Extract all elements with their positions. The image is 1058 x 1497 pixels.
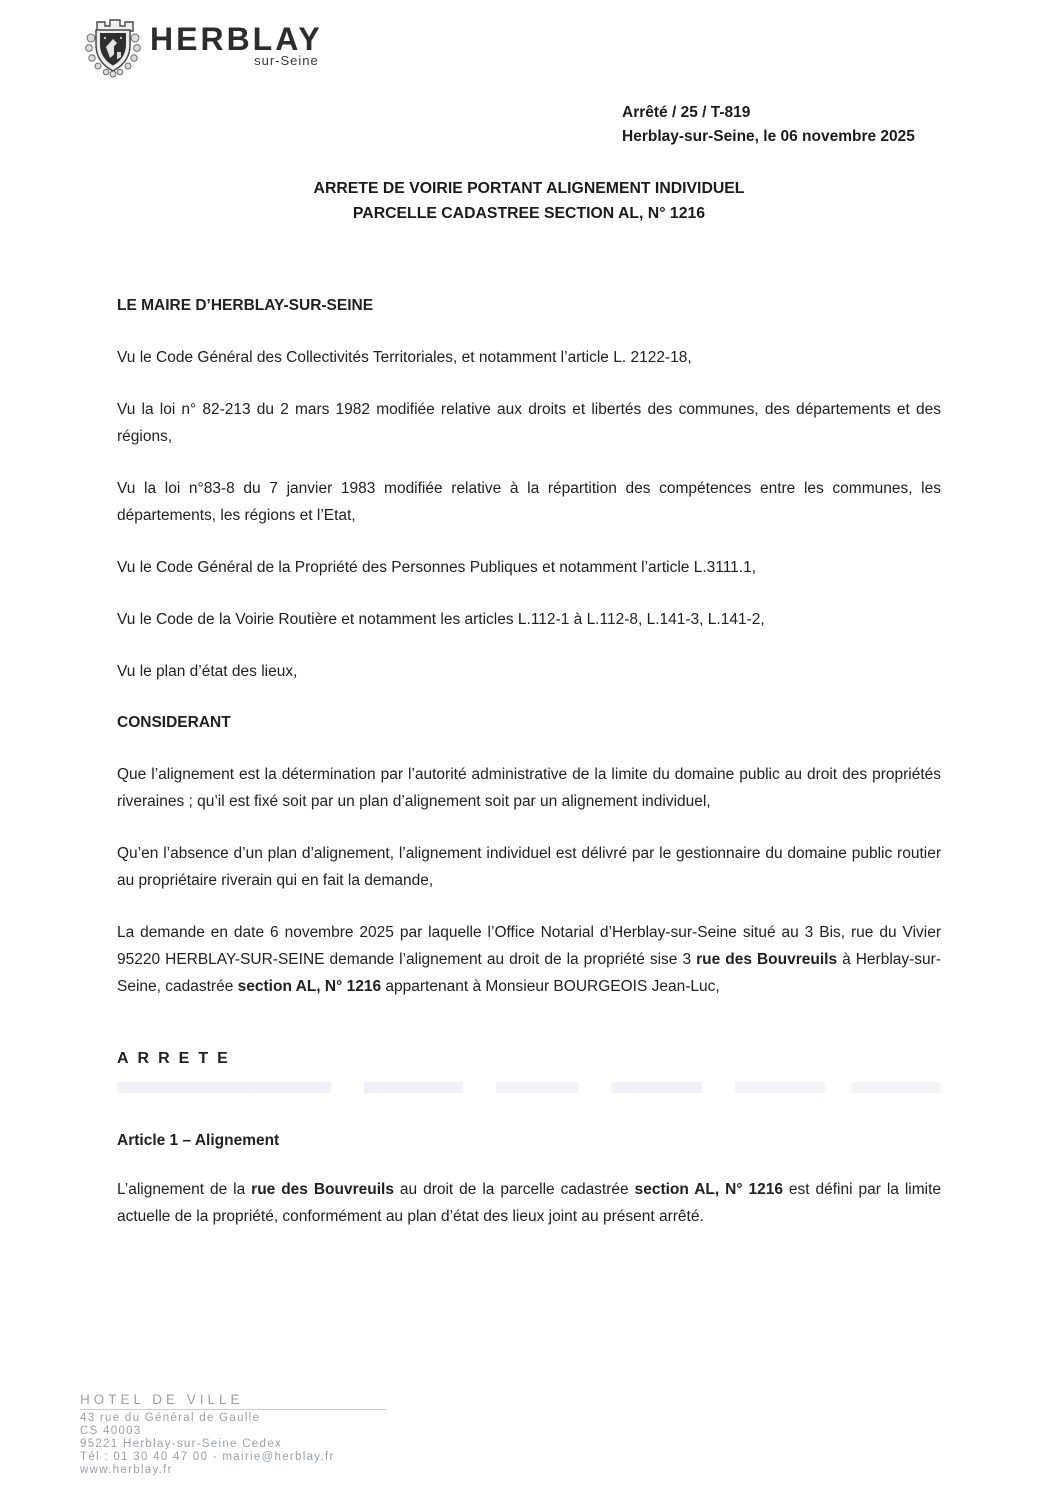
letterhead [84, 14, 323, 78]
article1-heading: Article 1 – Alignement [117, 1132, 280, 1149]
visa-paragraph: Vu la loi n° 82-213 du 2 mars 1982 modifiée relative aux droits et libertés des communes, des départements et des régions, [117, 401, 941, 445]
visa-paragraph: Vu la loi n°83-8 du 7 janvier 1983 modifiée relative à la répartition des compétences entre les communes, les départements, les régions et l’Etat, [117, 480, 941, 524]
reference-block [622, 101, 915, 149]
considerant-paragraph: Que l’alignement est la détermination par l’autorité administrative de la limite du domaine public au droit des propriétés riveraines ; qu’il est fixé soit par un plan d’alignement soit par un alignement individuel, [117, 766, 941, 810]
document-body [117, 292, 941, 1230]
footer-cs: CS 40003 [80, 1425, 142, 1437]
herblay-coat-of-arms-icon [84, 14, 142, 78]
footer-street: 43 rue du Général de Gaulle [80, 1412, 261, 1424]
footer-phone-email: Tél : 01 30 40 47 00 - mairie@herblay.fr [80, 1451, 335, 1463]
arrete-number: Arrêté / 25 / T-819 [622, 104, 751, 121]
logo-wordmark-block [150, 14, 323, 68]
visa-paragraph: Vu le Code Général des Collectivités Territoriales, et notamment l’article L. 2122-18, [117, 349, 692, 366]
document-title [0, 176, 1058, 226]
considerant-paragraph: La demande en date 6 novembre 2025 par laquelle l’Office Notarial d’Herblay-sur-Seine situé au 3 Bis, rue du Vivier 95220 HERBLAY-SUR-SEINE demande l’alignement au droit de la propriété sise 3 rue des Bouvreuils à Herblay-sur-Seine, cadastrée section AL, N° 1216 appartenant à Monsieur BOURGEOIS Jean-Luc, [117, 924, 942, 995]
footer-city: 95221 Herblay-sur-Seine Cedex [80, 1438, 282, 1450]
footer-hotel-de-ville: HOTEL DE VILLE [80, 1392, 386, 1410]
document-title-line2: PARCELLE CADASTREE SECTION AL, N° 1216 [352, 205, 706, 222]
place-and-date: Herblay-sur-Seine, le 06 novembre 2025 [622, 128, 915, 145]
considerant-heading: CONSIDERANT [117, 714, 231, 731]
considerant-paragraph: Qu’en l’absence d’un plan d’alignement, l’alignement individuel est délivré par le gestionnaire du domaine public routier au propriétaire riverain qui en fait la demande, [117, 845, 941, 889]
visa-paragraph: Vu le plan d’état des lieux, [117, 663, 298, 680]
footer-website: www.herblay.fr [80, 1464, 173, 1476]
article1-paragraph: L’alignement de la rue des Bouvreuils au droit de la parcelle cadastrée section AL, N° 1216 est défini par la limite actuelle de la propriété, conformément au plan d’état des lieux joint au présent arrêté. [117, 1181, 942, 1225]
logo-city-subtitle: sur-Seine [254, 53, 319, 68]
logo-city-name: HERBLAY [150, 21, 323, 57]
visa-paragraph: Vu le Code de la Voirie Routière et notamment les articles L.112-1 à L.112-8, L.141-3, L.141-2, [117, 611, 765, 628]
document-title-line1: ARRETE DE VOIRIE PORTANT ALIGNEMENT INDIVIDUEL [313, 180, 745, 197]
salutation: LE MAIRE D’HERBLAY-SUR-SEINE [117, 297, 374, 314]
visa-paragraph: Vu le Code Général de la Propriété des Personnes Publiques et notamment l’article L.3111.1, [117, 559, 757, 576]
footer-address-block [80, 1392, 386, 1477]
arrete-heading: ARRETE [117, 1050, 237, 1067]
faded-scan-artifact [117, 1082, 941, 1093]
